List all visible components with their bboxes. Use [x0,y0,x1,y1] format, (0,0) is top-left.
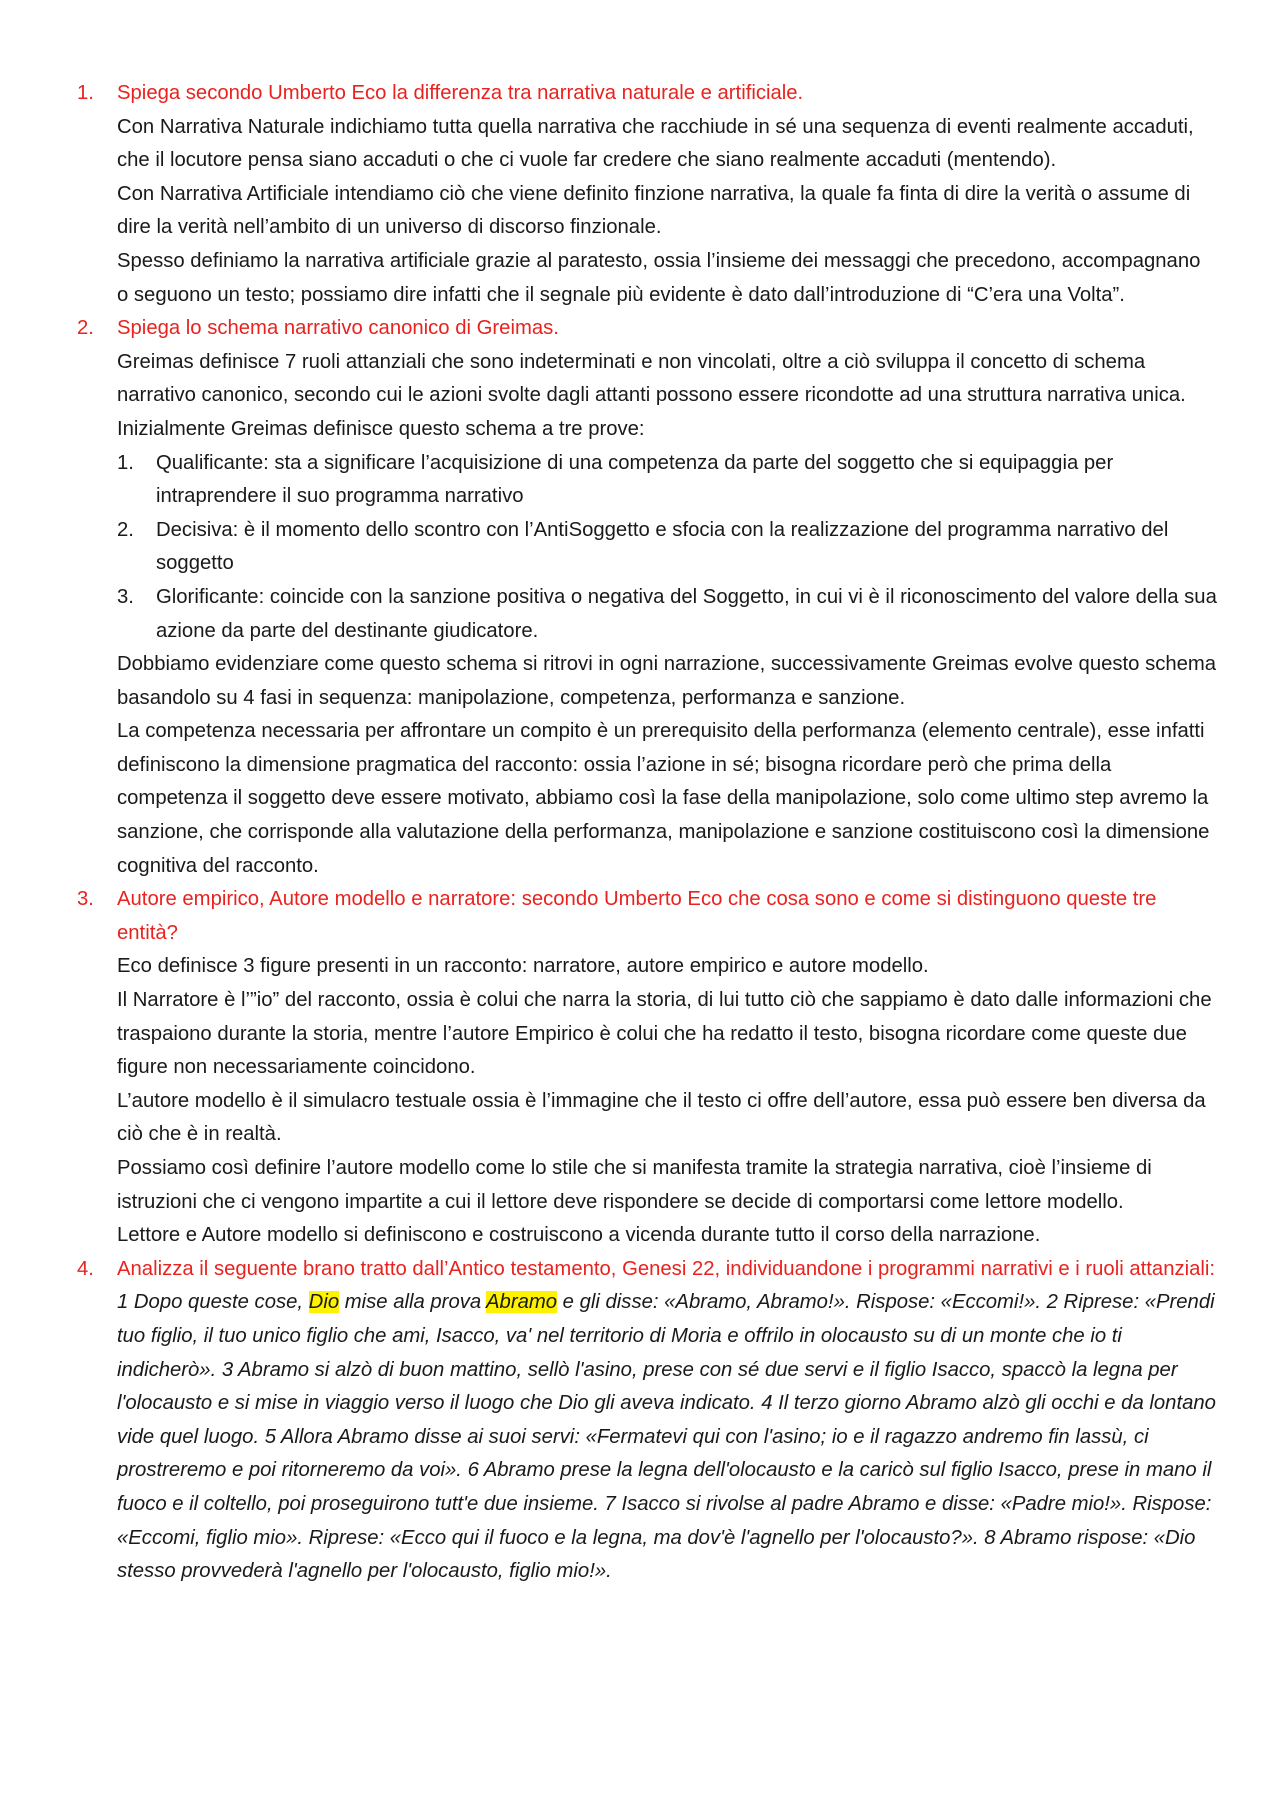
answer-paragraph: Il Narratore è l’”io” del racconto, ossia è colui che narra la storia, di lui tutto ciò che sappiamo è dato dalle informazioni che traspaiono durante la storia, mentre l’autore Empirico è colui che ha redatto il testo, bisogna ricordare come queste due figure non necessariamente coincidono. [117,989,1212,1079]
list-item [117,581,1217,648]
question-2 [77,312,1217,883]
answer-paragraph: Con Narrativa Artificiale intendiamo ciò che viene definito finzione narrativa, la quale fa finta di dire la verità o assume di dire la verità nell’ambito di un universo di discorso finzionale. [117,182,1191,239]
passage-text: e gli disse: «Abramo, Abramo!». Rispose: «Eccomi!». 2 Riprese: «Prendi tuo figlio, il tuo unico figlio che ami, Isacco, va' nel territorio di Moria e offrilo in olocausto su di un monte che io ti indicherò». 3 Abramo si alzò di buon mattino, sellò l'asino, prese con sé due servi e il figlio Isacco, spaccò la legna per l'olocausto e si mise in viaggio verso il luogo che Dio gli aveva indicato. 4 Il terzo giorno Abramo alzò gli occhi e da lontano vide quel luogo. 5 Allora Abramo disse ai suoi servi: «Fermatevi qui con l'asino; io e il ragazzo andremo fin lassù, ci prostreremo e poi ritorneremo da voi». 6 Abramo prese la legna dell'olocausto e la caricò sul figlio Isacco, prese in mano il fuoco e il coltello, poi proseguirono tutt'e due insieme. 7 Isacco si rivolse al padre Abramo e disse: «Padre mio!». Rispose: «Eccomi, figlio mio». Riprese: «Ecco qui il fuoco e la legna, ma dov'è l'agnello per l'olocausto?». 8 Abramo rispose: «Dio stesso provvederà l'agnello per l'olocausto, figlio mio!». [117,1291,1216,1583]
question-number: 2. [77,317,94,340]
list-item-text: Decisiva: è il momento dello scontro con l’AntiSoggetto e sfocia con la realizzazione del programma narrativo del soggetto [156,518,1169,575]
list-item-number: 3. [117,585,134,608]
question-1 [77,77,1217,312]
answer-paragraph: Spesso definiamo la narrativa artificiale grazie al paratesto, ossia l’insieme dei messaggi che precedono, accompagnano o seguono un testo; possiamo dire infatti che il segnale più evidente è dato dall’introduzione di “C’era una Volta”. [117,249,1201,306]
answer-paragraph: Greimas definisce 7 ruoli attanziali che sono indeterminati e non vincolati, oltre a ciò sviluppa il concetto di schema narrativo canonico, secondo cui le azioni svolte dagli attanti possono essere ricondotte ad una struttura narrativa unica. [117,350,1186,407]
answer-paragraph: Eco definisce 3 figure presenti in un racconto: narratore, autore empirico e autore modello. [117,955,929,978]
question-number: 4. [77,1257,94,1280]
answer-paragraph: Lettore e Autore modello si definiscono e costruiscono a vicenda durante tutto il corso della narrazione. [117,1224,1041,1247]
highlight-dio: Dio [308,1291,340,1314]
list-item-number: 2. [117,518,134,541]
passage-text: mise alla prova [339,1291,487,1314]
question-title: Spiega secondo Umberto Eco la differenza tra narrativa naturale e artificiale. [117,82,804,104]
list-item [117,447,1217,514]
answer-paragraph: Inizialmente Greimas definisce questo schema a tre prove: [117,417,645,440]
list-item-text: Glorificante: coincide con la sanzione positiva o negativa del Soggetto, in cui vi è il riconoscimento del valore della sua azione da parte del destinante giudicatore. [156,585,1217,642]
bible-passage [117,1286,1217,1588]
answer-paragraph: La competenza necessaria per affrontare un compito è un prerequisito della performanza (elemento centrale), esse infatti definiscono la dimensione pragmatica del racconto: ossia l’azione in sé; bisogna ricordare però che prima della competenza il soggetto deve essere motivato, abbiamo così la fase della manipolazione, solo come ultimo step avremo la sanzione, che corrisponde alla valutazione della performanza, manipolazione e sanzione costituiscono così la dimensione cognitiva del racconto. [117,720,1210,877]
highlight-abramo: Abramo [486,1291,558,1314]
answer-paragraph: Dobbiamo evidenziare come questo schema si ritrovi in ogni narrazione, successivamente Greimas evolve questo schema basandolo su 4 fasi in sequenza: manipolazione, competenza, performanza e sanzione. [117,653,1217,709]
question-4 [77,1253,1217,1589]
document-content [77,77,1217,1589]
list-item-text: Qualificante: sta a significare l’acquisizione di una competenza da parte del soggetto che si equipaggia per intraprendere il suo programma narrativo [156,451,1114,508]
question-title: Autore empirico, Autore modello e narratore: secondo Umberto Eco che cosa sono e come si distinguono queste tre entità? [117,888,1157,944]
question-3 [77,883,1217,1253]
question-title: Analizza il seguente brano tratto dall’Antico testamento, Genesi 22, individuandone i programmi narrativi e i ruoli attanziali: [117,1257,1216,1280]
question-number: 3. [77,888,94,911]
answer-paragraph: Con Narrativa Naturale indichiamo tutta quella narrativa che racchiude in sé una sequenza di eventi realmente accaduti, che il locutore pensa siano accaduti o che ci vuole far credere che siano realmente accaduti (mentendo). [117,115,1194,172]
answer-paragraph: Possiamo così definire l’autore modello come lo stile che si manifesta tramite la strategia narrativa, cioè l’insieme di istruzioni che ci vengono impartite a cui il lettore deve rispondere se decide di comportarsi come lettore modello. [117,1157,1152,1213]
passage-text: 1 Dopo queste cose, [117,1291,309,1314]
answer-paragraph: L’autore modello è il simulacro testuale ossia è l’immagine che il testo ci offre dell’autore, essa può essere ben diversa da ciò che è in realtà. [117,1089,1206,1146]
list-item [117,514,1217,581]
question-title: Spiega lo schema narrativo canonico di Greimas. [117,317,559,340]
question-number: 1. [77,82,94,104]
list-item-number: 1. [117,451,134,474]
